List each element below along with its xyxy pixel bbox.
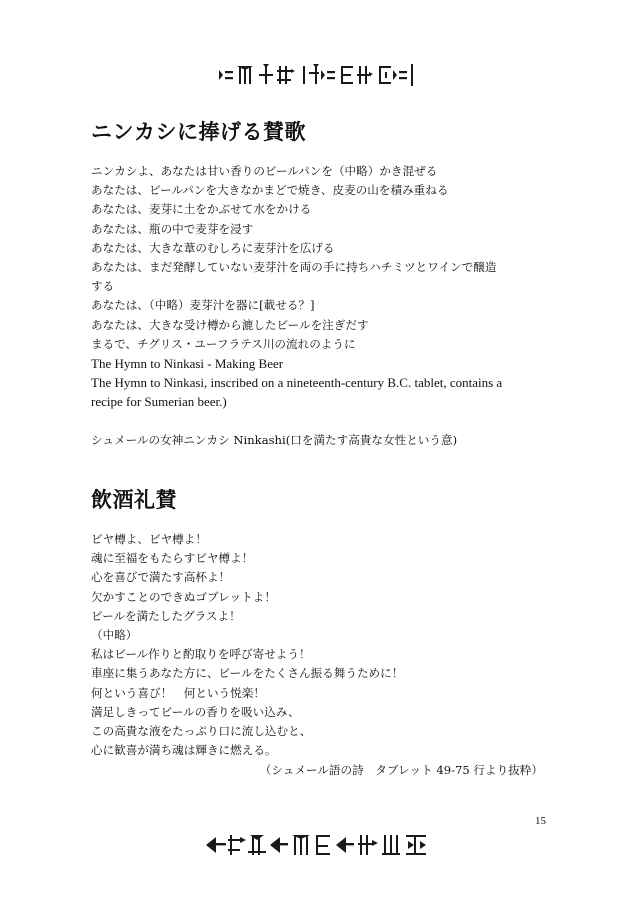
poem-line: あなたは、（中略）麦芽汁を器に[載せる？]	[91, 298, 315, 313]
poem-line: あなたは、麦芽に土をかぶせて水をかける	[91, 202, 312, 217]
english-title: The Hymn to Ninkasi - Making Beer	[91, 356, 284, 372]
poem-line: 私はビール作りと酌取りを呼び寄せよう！	[91, 647, 311, 662]
bottom-cuneiform-banner	[0, 827, 637, 863]
drinking-praise-text	[91, 530, 551, 760]
cuneiform-ornament-icon	[219, 58, 419, 92]
poem-line: この高貴な液をたっぷり口に流し込むと、	[91, 724, 312, 739]
poem-line: 満足しきってビールの香りを吸い込み、	[91, 704, 300, 719]
poem-line: 心を喜びで満たす高杯よ！	[91, 570, 231, 585]
poem-line: ニンカシよ、あなたは甘い香りのビールパンを（中略）かき混ぜる	[91, 164, 438, 178]
poem-line: する	[91, 279, 115, 294]
poem-line: あなたは、大きな葦のむしろに麦芽汁を広げる	[91, 240, 335, 255]
poem-line: 何という喜び！ 何という悦楽！	[91, 685, 265, 700]
source-caption: （シュメール語の詩 タブレット 49-75 行より抜粋）	[259, 763, 543, 777]
poem-line: 心に歓喜が満ち魂は輝きに燃える。	[91, 743, 277, 758]
poem-line: （中略）	[91, 628, 138, 643]
poem-line: 魂に至福をもたらすビヤ樽よ！	[91, 551, 254, 566]
section-title-drinking-praise: 飲酒礼賛	[91, 488, 177, 512]
page-number: 15	[535, 815, 546, 827]
section-title-ninkasi-hymn: ニンカシに捧げる賛歌	[91, 120, 306, 144]
poem-line: あなたは、ビールパンを大きなかまどで焼き、皮麦の山を積み重ねる	[91, 183, 449, 198]
goddess-note: シュメールの女神ニンカシ Ninkashi(口を満たす高貴な女性という意)	[91, 432, 458, 447]
english-note-line: The Hymn to Ninkasi, inscribed on a nineteenth-century B.C. tablet, contains a	[91, 375, 503, 391]
poem-line: まるで、チグリス・ユーフラテス川の流れのように	[91, 336, 356, 351]
cuneiform-ornament-icon	[204, 827, 434, 863]
poem-line: ビヤ樽よ、ビヤ樽よ！	[91, 532, 207, 546]
poem-line: あなたは、まだ発酵していない麦芽汁を両の手に持ちハチミツとワインで醸造	[91, 260, 497, 275]
poem-line: あなたは、瓶の中で麦芽を浸す	[91, 221, 254, 236]
top-cuneiform-banner	[0, 58, 637, 92]
poem-line: 欠かすことのできぬゴブレットよ！	[91, 589, 276, 604]
poem-line: ビールを満たしたグラスよ！	[91, 608, 241, 623]
english-note-line: recipe for Sumerian beer.)	[91, 394, 227, 410]
poem-line: 車座に集うあなた方に、ビールをたくさん振る舞うために！	[91, 666, 404, 681]
poem-line: あなたは、大きな受け樽から漉したビールを注ぎだす	[91, 317, 369, 332]
ninkasi-hymn-text	[91, 162, 551, 450]
